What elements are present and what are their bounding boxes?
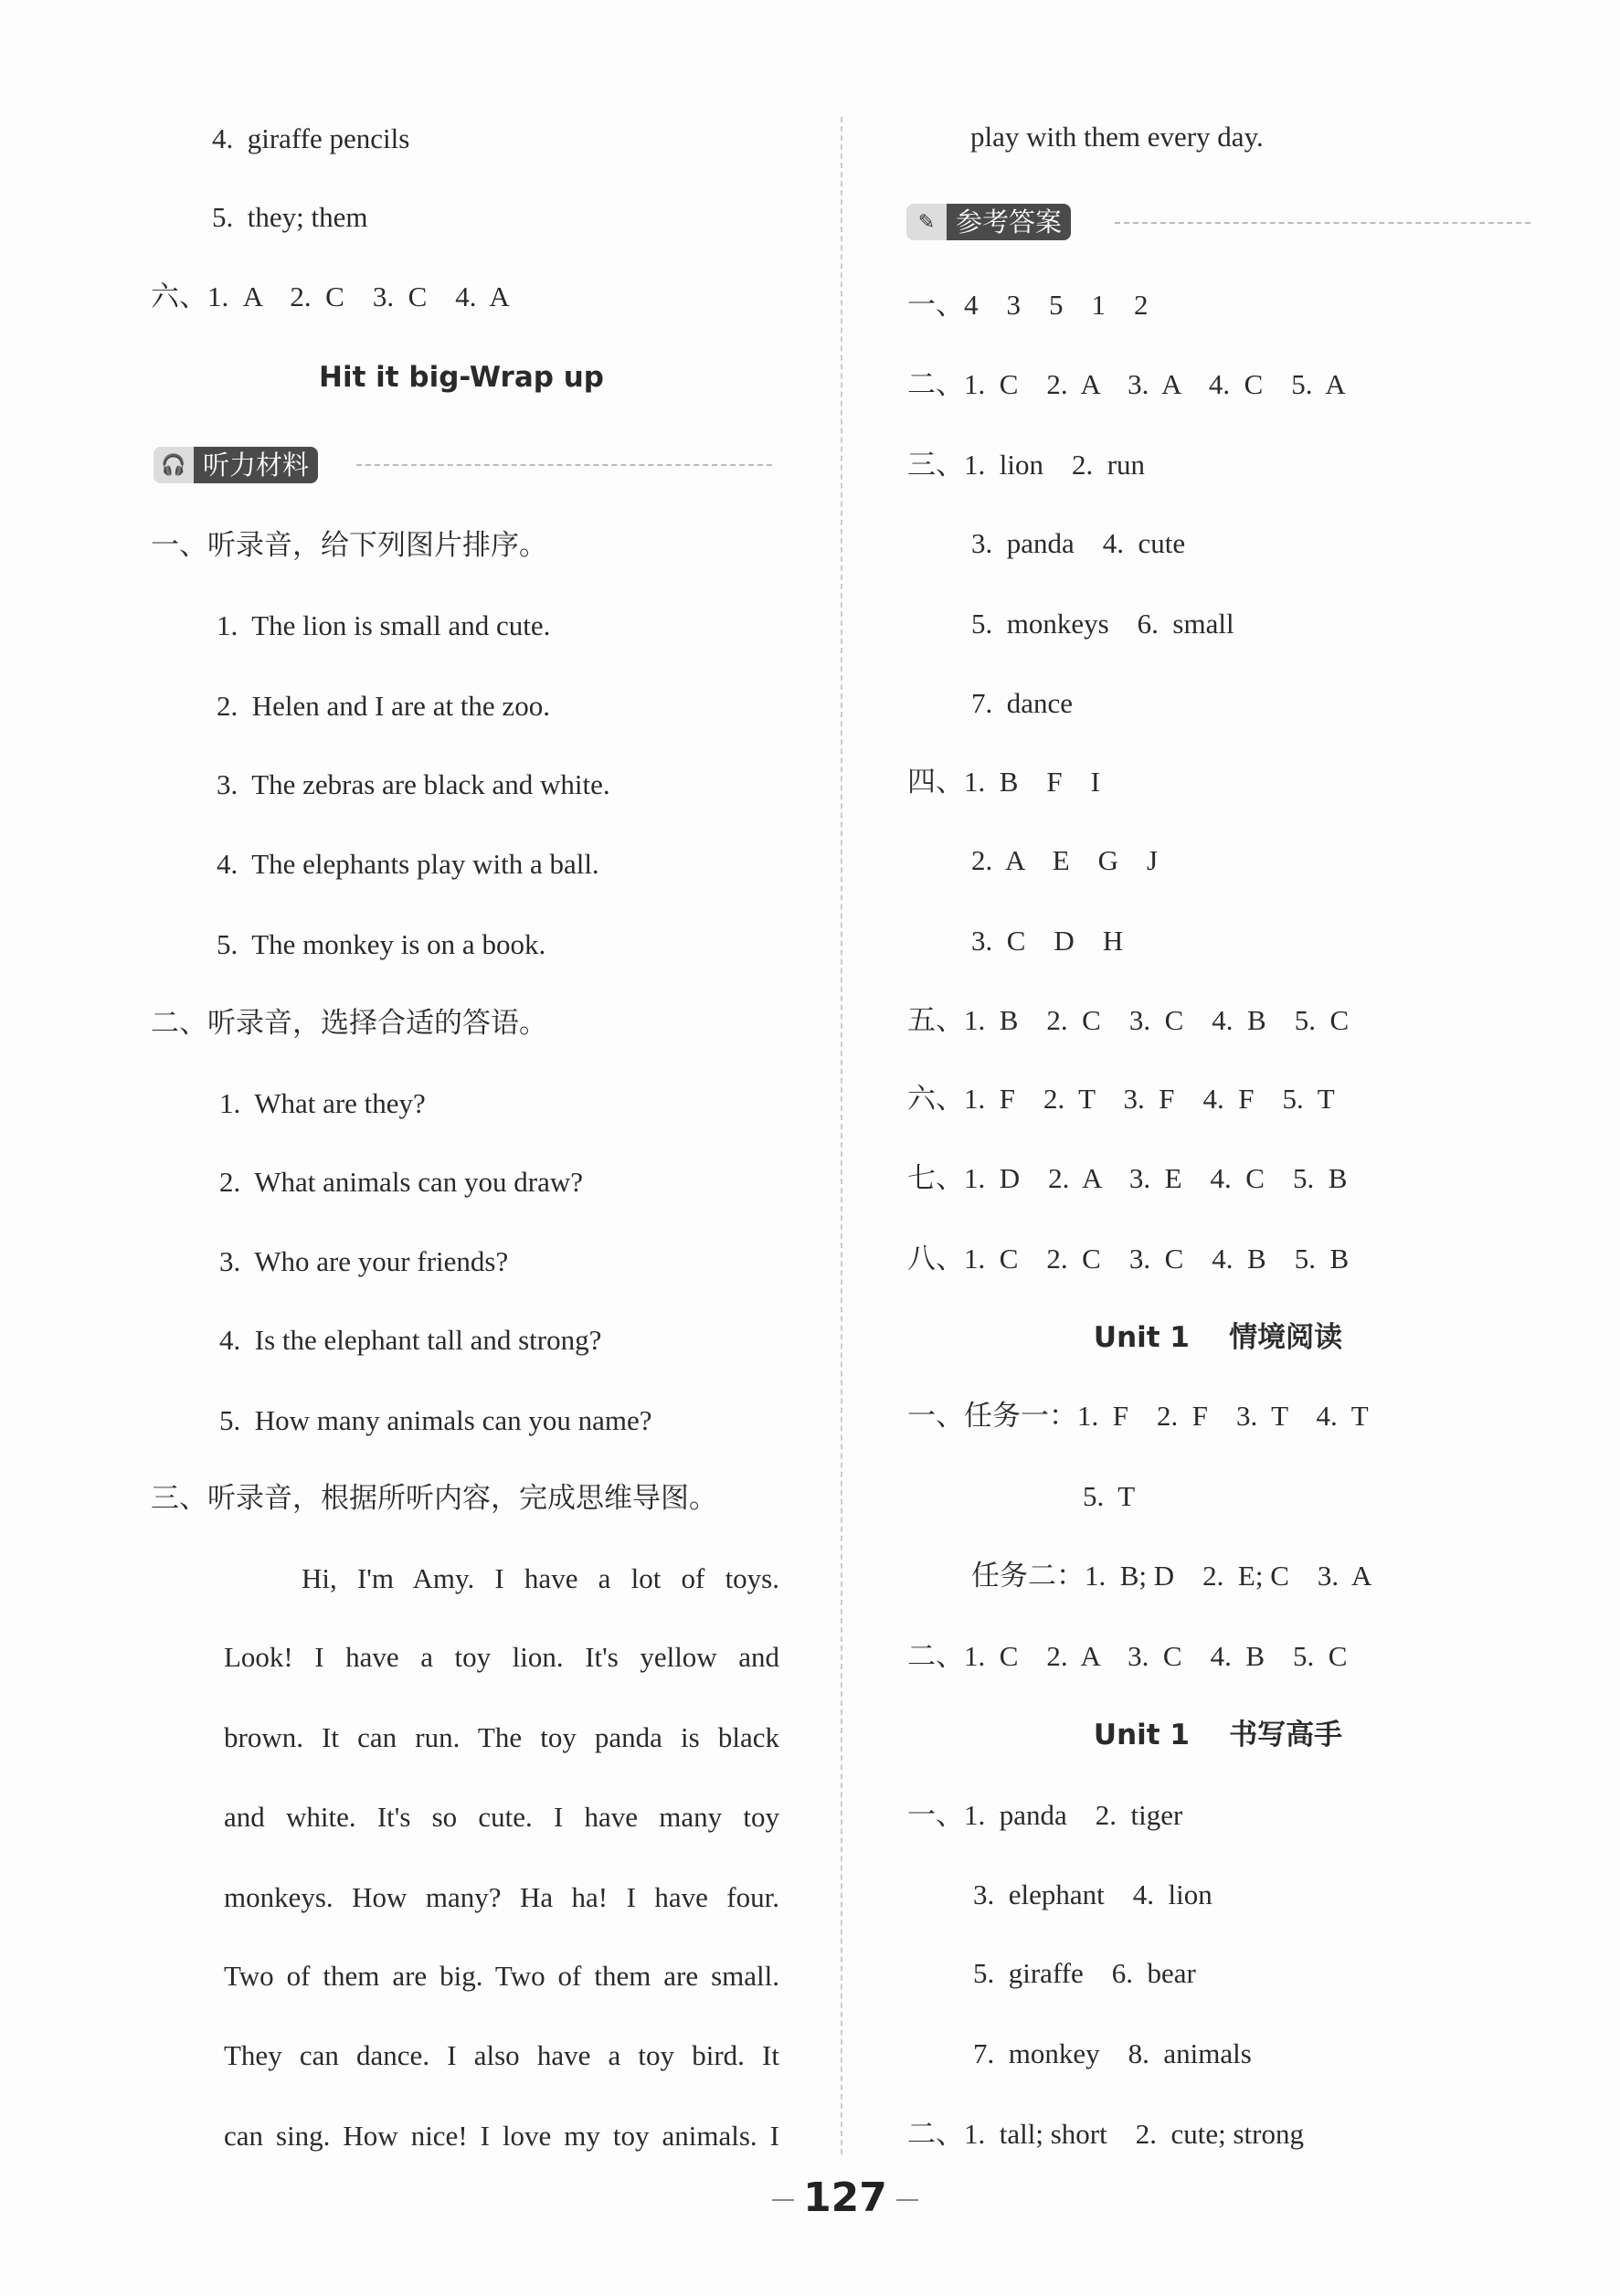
answer-line: 7. monkey 8. animals bbox=[973, 2037, 1252, 2069]
page-number: 127 bbox=[763, 2174, 927, 2221]
list-item: 4. The elephants play with a ball. bbox=[217, 847, 599, 880]
passage-line: Hi, I'm Amy. I have a lot of toys. bbox=[302, 1562, 779, 1594]
list-item: 2. What animals can you draw? bbox=[219, 1166, 583, 1199]
list-item: 3. Who are your friends? bbox=[219, 1244, 509, 1277]
listening-material-tag bbox=[154, 447, 318, 483]
column-divider bbox=[841, 117, 842, 2154]
headphones-icon: 🎧 bbox=[154, 447, 194, 483]
list-item: 1. The lion is small and cute. bbox=[217, 608, 551, 641]
answer-line: 5. giraffe 6. bear bbox=[973, 1957, 1196, 1989]
answer-line: 一、1. panda 2. tiger bbox=[907, 1799, 1183, 1832]
list-item: 5. The monkey is on a book. bbox=[217, 927, 546, 960]
dashed-rule bbox=[356, 464, 772, 466]
section-heading: Unit 1 情境阅读 bbox=[1093, 1321, 1343, 1354]
passage-line: Two of them are big. Two of them are small. bbox=[224, 1960, 779, 1993]
section-heading: Hit it big-Wrap up bbox=[319, 361, 604, 394]
answer-line: 二、1. C 2. A 3. C 4. B 5. C bbox=[907, 1639, 1348, 1672]
passage-line: brown. It can run. The toy panda is black bbox=[224, 1721, 779, 1754]
answer-line: 六、1. F 2. T 3. F 4. F 5. T bbox=[907, 1083, 1335, 1116]
list-item: 5. How many animals can you name? bbox=[219, 1404, 652, 1437]
list-item: 4. Is the elephant tall and strong? bbox=[219, 1324, 602, 1357]
answer-line: 5. they; them bbox=[212, 201, 368, 234]
answer-line: 五、1. B 2. C 3. C 4. B 5. C bbox=[907, 1003, 1350, 1036]
answer-line: 2. A E G J bbox=[971, 844, 1159, 877]
answer-line: 3. panda 4. cute bbox=[971, 527, 1186, 560]
answer-line: 六、1. A 2. C 3. C 4. A bbox=[151, 280, 510, 312]
passage-line: can sing. How nice! I love my toy animals. I bbox=[224, 2119, 779, 2152]
answer-line: 三、1. lion 2. run bbox=[907, 448, 1146, 481]
answer-line: 3. C D H bbox=[971, 925, 1124, 958]
answer-key-tag bbox=[906, 204, 1071, 240]
answer-line: 7. dance bbox=[971, 686, 1074, 719]
section-heading: Unit 1 书写高手 bbox=[1093, 1719, 1343, 1751]
passage-line: play with them every day. bbox=[970, 121, 1264, 153]
answer-line: 4. giraffe pencils bbox=[212, 122, 410, 154]
answer-sheet-icon: ✎ bbox=[906, 204, 947, 240]
question-title: 二、听录音，选择合适的答语。 bbox=[151, 1007, 547, 1039]
list-item: 1. What are they? bbox=[219, 1087, 426, 1119]
answer-line: 5. monkeys 6. small bbox=[971, 608, 1234, 640]
question-title: 三、听录音，根据所听内容，完成思维导图。 bbox=[151, 1482, 717, 1514]
list-item: 2. Helen and I are at the zoo. bbox=[217, 689, 550, 722]
passage-line: monkeys. How many? Ha ha! I have four. bbox=[224, 1880, 779, 1913]
answer-line: 一、任务一：1. F 2. F 3. T 4. T bbox=[907, 1400, 1369, 1433]
answer-line: 四、1. B F I bbox=[907, 766, 1100, 798]
answer-line: 七、1. D 2. A 3. E 4. C 5. B bbox=[907, 1161, 1348, 1194]
answer-line: 二、1. tall; short 2. cute; strong bbox=[907, 2118, 1304, 2150]
dashed-rule bbox=[1115, 222, 1530, 224]
answer-line: 八、1. C 2. C 3. C 4. B 5. B bbox=[907, 1242, 1350, 1275]
answer-line: 任务二：1. B; D 2. E; C 3. A bbox=[971, 1559, 1372, 1592]
answer-line: 二、1. C 2. A 3. A 4. C 5. A bbox=[907, 367, 1346, 400]
answer-line: 5. T bbox=[1083, 1480, 1136, 1513]
passage-line: and white. It's so cute. I have many toy bbox=[224, 1800, 779, 1833]
passage-line: Look! I have a toy lion. It's yellow and bbox=[224, 1641, 779, 1674]
question-title: 一、听录音，给下列图片排序。 bbox=[151, 528, 547, 561]
answer-line: 一、4 3 5 1 2 bbox=[907, 289, 1149, 322]
list-item: 3. The zebras are black and white. bbox=[217, 768, 610, 801]
passage-line: They can dance. I also have a toy bird. It bbox=[224, 2038, 779, 2071]
tag-label: 听力材料 bbox=[194, 447, 318, 483]
tag-label: 参考答案 bbox=[947, 204, 1071, 240]
answer-line: 3. elephant 4. lion bbox=[973, 1878, 1212, 1910]
